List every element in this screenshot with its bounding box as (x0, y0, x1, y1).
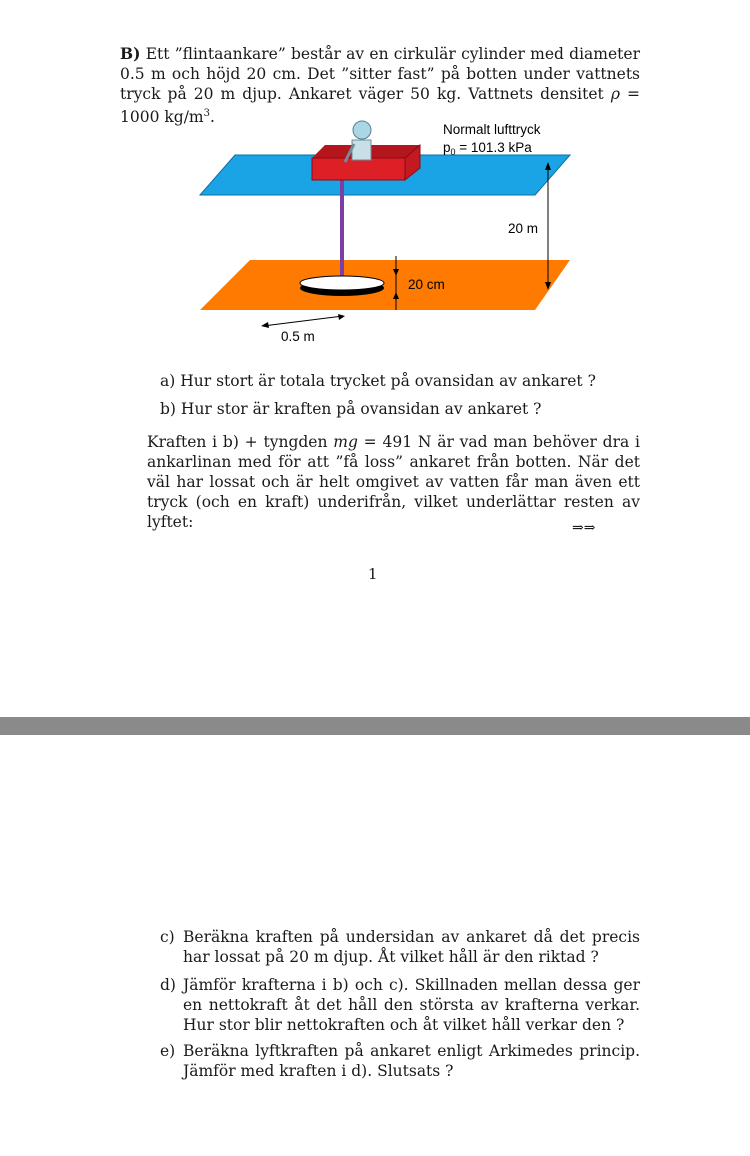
question-e-label: e) (160, 1042, 176, 1060)
rho-symbol: ρ (610, 85, 620, 103)
question-a-text: Hur stort är totala trycket på ovansidan av ankaret ? (180, 372, 596, 390)
question-c-text: Beräkna kraften på undersidan av ankaret då det precis har lossat på 20 m djup. Åt vilket håll är den riktad ? (183, 928, 640, 966)
question-a-label: a) (160, 372, 176, 390)
question-a (160, 371, 640, 391)
height-label: 20 cm (408, 277, 445, 292)
intro-period: . (209, 108, 215, 127)
question-d-label: d) (160, 976, 176, 994)
continue-arrows: ⇒⇒ (572, 520, 596, 536)
diameter-label: 0.5 m (281, 329, 315, 344)
diameter-arrow (263, 316, 343, 326)
p0-label: $p_0 = 101.3$ kPa (443, 140, 532, 157)
problem-label: B) (120, 44, 141, 63)
anchor-top (300, 276, 384, 290)
question-b-text: Hur stor är kraften på ovansidan av ankaret ? (180, 400, 542, 418)
question-e (160, 1041, 640, 1081)
page-2 (0, 735, 750, 1156)
depth-label: 20 m (508, 221, 539, 236)
sea-bottom-plane (200, 260, 570, 310)
intro-density: = 1000 kg/m (120, 85, 641, 127)
question-e-text: Beräkna lyftkraften på ankaret enligt Arkimedes princip. Jämför med kraften i d). Slutsats ? (183, 1042, 640, 1080)
intro-text: Ett ”flintaankare” består av en cirkulär cylinder med diameter 0.5 m och höjd 20 cm. Det ”sitter fast” på botten under vattnets tryck på 20 m djup. Ankaret väger 50 kg. Vattnets densitet (120, 45, 640, 103)
question-d-text: Jämför krafterna i b) och c). Skillnaden mellan dessa ger en nettokraft åt det håll den största av krafterna verkar. Hur stor blir nettokraften och åt vilket håll verkar den ? (183, 976, 640, 1034)
question-c (160, 927, 640, 967)
question-b-label: b) (160, 400, 176, 418)
question-d (160, 975, 640, 1035)
person-icon (345, 121, 371, 162)
boat-inside (312, 158, 405, 180)
explanation-text-start: Kraften i b) + tyngden (147, 433, 334, 451)
explanation-text-end: = 491 N är vad man behöver dra i ankarlinan med för att ”få loss” ankaret från botten. När det väl har lossat och är helt omgivet av vatten får man även ett tryck (och en kraft) underifrån, vilket underlättar resten av lyftet: (147, 433, 640, 531)
explanation-paragraph (147, 432, 640, 532)
intro-exponent: 3 (203, 108, 210, 119)
page-number: 1 (368, 565, 378, 583)
mg-symbol: mg (333, 433, 358, 451)
question-c-label: c) (160, 928, 175, 946)
air-pressure-label: Normalt lufttryck (443, 122, 541, 137)
question-b (160, 399, 640, 419)
page-separator (0, 717, 750, 735)
anchor-diagram (190, 110, 580, 345)
